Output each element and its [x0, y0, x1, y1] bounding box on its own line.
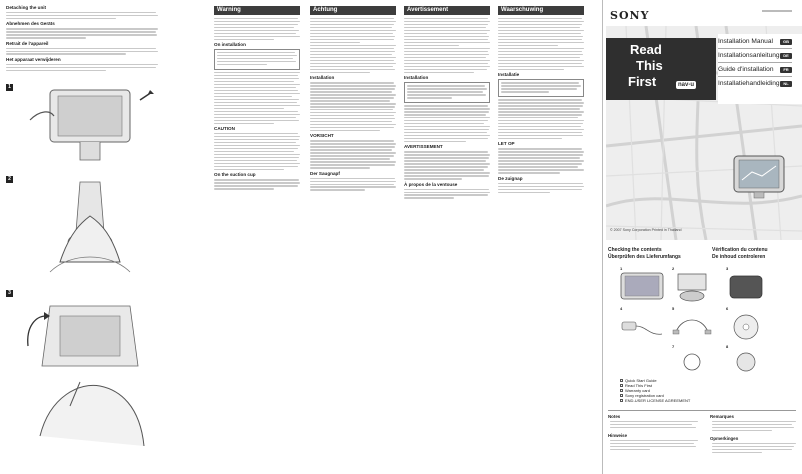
manual-divider-2 [718, 62, 792, 63]
avertissement-avertissement: AVERTISSEMENT [404, 144, 443, 150]
warning-installation-box [214, 49, 300, 70]
waarschuwing-installatie: Installatie [498, 72, 520, 78]
avertissement-installation: Installation [404, 75, 429, 81]
achtung-column [310, 6, 396, 192]
warning-intro [214, 18, 300, 40]
item-number-4: 4 [620, 306, 623, 311]
waarschuwing-zuignap: De zuignap [498, 175, 523, 181]
achtung-bullets-1 [310, 45, 396, 73]
opmerkingen-title: Opmerkingen [710, 436, 739, 441]
checklist-item: Warranty card [620, 388, 690, 393]
lang-badge-fr: FR [780, 67, 792, 73]
item-number-1: 1 [620, 266, 623, 271]
first-word: First [628, 74, 657, 89]
waarschuwing-intro [498, 18, 584, 46]
part-number-line [762, 10, 792, 12]
dashboard-plate-image [726, 350, 766, 374]
detach-device-illustration-1 [20, 80, 160, 172]
waarschuwing-bullets-1 [498, 48, 584, 70]
opmerkingen-text [712, 443, 798, 455]
warning-caution-text [214, 133, 300, 170]
nav-u-logo: nav-u [678, 82, 695, 88]
avertissement-ventouse: À propos de la ventouse [404, 181, 458, 187]
manual-title-list [718, 34, 802, 104]
avertissement-column [404, 6, 490, 200]
waarschuwing-installatie-box [498, 79, 584, 97]
checklist-item: Read This First [620, 383, 690, 388]
step-2-number: 2 [6, 176, 13, 183]
detach-device-illustration-2 [20, 172, 160, 282]
lang-badge-nl: NL [780, 81, 792, 87]
warning-column [214, 6, 300, 191]
waarschuwing-installatie-text [498, 99, 584, 139]
achtung-saugnapf-text [310, 178, 396, 191]
waarschuwing-zuignap-text [498, 183, 584, 193]
case-image [726, 272, 766, 302]
contents-title-gb: Checking the contents [608, 247, 662, 253]
achtung-saugnapf: Der Saugnapf [310, 170, 340, 176]
hinweise-text [610, 440, 700, 452]
achtung-vorsicht-text [310, 140, 396, 168]
item-number-5: 5 [672, 306, 675, 311]
warning-caution: CAUTION [214, 126, 235, 132]
item-number-7: 7 [672, 344, 675, 349]
checklist [620, 378, 690, 403]
copyright-text: © 2007 Sony Corporation Printed in Thailand [610, 228, 682, 232]
notes-text-gb [610, 421, 700, 430]
remarques-text [712, 421, 798, 433]
item-number-6: 6 [726, 306, 729, 311]
checkbox-icon [620, 389, 623, 392]
avertissement-header: Avertissement [404, 6, 490, 15]
waarschuwing-let-op: LET OP [498, 141, 515, 147]
warning-suction-cup: On the suction cup [214, 172, 256, 178]
detach-title-gb: Detaching the unit [6, 5, 47, 10]
detach-column [6, 3, 162, 73]
waarschuwing-header: Waarschuwing [498, 6, 584, 15]
device-photo [732, 150, 788, 200]
cable-clip-image [672, 350, 712, 374]
contents-title-de: Überprüfen des Lieferumfangs [608, 254, 681, 260]
lang-badge-de: DE [780, 53, 792, 59]
warning-suction-text [214, 179, 300, 189]
manual-title-gb: Installation Manual [718, 38, 773, 45]
avertissement-installation-text [404, 105, 490, 142]
remarques-title: Remarques [710, 414, 734, 419]
detach-title-nl: Het apparaat verwijderen [6, 56, 61, 62]
waarschuwing-column [498, 6, 584, 194]
contents-title-fr: Vérification du contenu [712, 247, 768, 253]
contents-title-nl: De inhoud controleren [712, 254, 766, 260]
checklist-item: Sony registration card [620, 393, 690, 398]
contents-panel [606, 244, 802, 474]
step-2-illustration [20, 172, 160, 282]
achtung-installation-text [310, 82, 396, 131]
detach-text-de [6, 28, 162, 38]
detach-device-illustration-3 [20, 286, 160, 466]
fold-divider [602, 0, 603, 474]
hinweise-title: Hinweise [608, 433, 628, 438]
item-number-3: 3 [726, 266, 729, 271]
read-word: Read [630, 42, 662, 57]
manual-title-nl: Installatiehandleiding [718, 80, 780, 87]
warning-header: Warning [214, 6, 300, 15]
warning-on-installation: On installation [214, 42, 246, 48]
detach-text-nl [6, 64, 162, 71]
avertissement-intro [404, 18, 490, 46]
avertissement-bullets-1 [404, 48, 490, 73]
brand-logo: SONY [610, 9, 650, 22]
manual-divider-3 [718, 76, 792, 77]
checkbox-icon [620, 399, 623, 402]
item-number-2: 2 [672, 266, 675, 271]
manual-divider-1 [718, 48, 792, 49]
checklist-item: Quick Start Guide [620, 378, 690, 383]
cover-panel [606, 0, 802, 240]
detach-text-gb [6, 12, 162, 19]
read-this-first-block [606, 38, 716, 100]
notes-title-gb: Notes [608, 414, 621, 419]
avertissement-installation-box [404, 82, 490, 103]
checkbox-icon [620, 384, 623, 387]
manual-title-de: Installationsanleitung [718, 52, 780, 59]
manual-title-fr: Guide d'installation [718, 66, 774, 73]
checklist-item: END-USER LICENSE AGREEMENT [620, 398, 690, 403]
this-word: This [636, 58, 663, 73]
detach-title-fr: Retrait de l'appareil [6, 40, 49, 46]
avertissement-ventouse-text [404, 189, 490, 199]
achtung-installation: Installation [310, 75, 335, 81]
step-1-number: 1 [6, 84, 13, 91]
achtung-header: Achtung [310, 6, 396, 15]
step-3-number: 3 [6, 290, 13, 297]
disc-image [726, 312, 766, 342]
avertissement-caution-text [404, 151, 490, 179]
waarschuwing-let-op-text [498, 148, 584, 173]
item-number-8: 8 [726, 344, 729, 349]
warning-installation-text [214, 72, 300, 124]
step-3-illustration [20, 286, 160, 466]
detach-title-de: Abnehmen des Geräts [6, 21, 55, 27]
step-1-illustration [20, 80, 160, 172]
lang-badge-gb: GB [780, 39, 792, 45]
checkbox-icon [620, 379, 623, 382]
cradle-image [672, 272, 712, 302]
detach-text-fr [6, 48, 162, 55]
navigation-unit-image [620, 272, 664, 300]
usb-cable-image [672, 312, 712, 342]
car-charger-image [620, 312, 664, 342]
achtung-intro [310, 18, 396, 43]
notes-divider [608, 410, 796, 411]
achtung-vorsicht: VORSICHT [310, 133, 334, 139]
checkbox-icon [620, 394, 623, 397]
